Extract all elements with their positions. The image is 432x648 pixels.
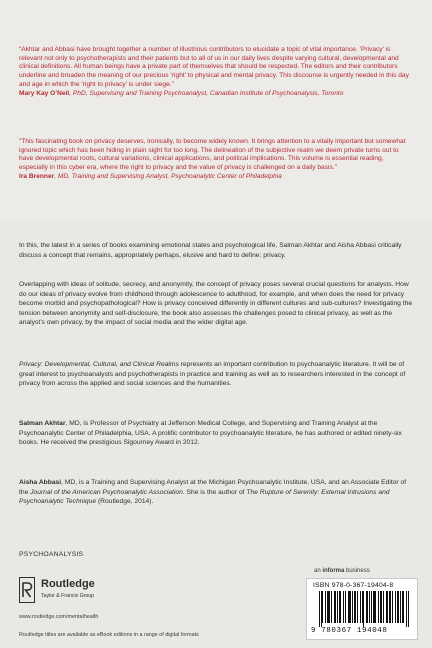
subject-category: PSYCHOANALYSIS (19, 551, 84, 558)
barcode-panel (306, 578, 418, 640)
publisher-url[interactable]: www.routledge.com/mentalhealth (19, 614, 99, 620)
tagline-text: business (344, 568, 370, 574)
barcode-bar (378, 591, 379, 623)
quote-attribution (19, 173, 413, 182)
barcode-bar (360, 591, 361, 623)
barcode-bar (392, 591, 393, 623)
barcode-bar (319, 591, 320, 627)
barcode-digits: 9 780367 194048 (311, 627, 388, 635)
bio-text: , MD, is Professor of Psychiatry at Jefferson Medical College, and Supervising and Training Analyst at the Psychoanalytic Center of Philadelphia, USA. A prolific contributor to psychoanalytic literature, he has authored or edited ninety-six books. He received the prestigious Sigourney Award in 2012. (19, 420, 402, 447)
quote-attribution (19, 90, 413, 99)
journal-title: Journal of the American Psychoanalytic Association (30, 488, 183, 496)
barcode-bar (328, 591, 329, 623)
barcode-bar (362, 591, 363, 623)
barcode-bar (340, 591, 341, 623)
tagline-text: an (314, 568, 323, 574)
barcode-bar (397, 591, 398, 623)
book-title: Privacy: Developmental, Cultural, and Clinical Realms (19, 361, 179, 368)
quote-author-title: , MD, Training and Supervising Analyst, Psychoanalytic Center of Philadelphia (54, 172, 282, 180)
barcode-bar (339, 591, 340, 623)
author-name: Aisha Abbasi (19, 479, 62, 486)
praise-panel (0, 0, 432, 220)
barcode-bar (367, 591, 368, 623)
barcode-bar (354, 591, 355, 623)
paragraph-text: Overlapping with ideas of solitude, secrecy, and anonymity, the concept of privacy poses several crucial questions for analysts. How do our ideas of privacy evolve from childhood through adolescence to adulthood, for example, and when does the need for privacy become morbid and psychopathological? How is privacy conceived differently in different cultures and sub-cultures? Investigating the tension between anonymity and self-disclosure, the book also assesses the challenges posed to clinical privacy, as well as the analyst’s own privacy, by the impact of social media and the wider digital age. (19, 281, 413, 327)
paragraph-text: represents an important contribution to psychoanalytic literature. It will be of great interest to psychoanalysts and psychotherapists in practice and training as well as to researchers interested in the concept of privacy from across the applied and social sciences and the humanities. (19, 361, 406, 388)
barcode-bar (325, 591, 326, 623)
barcode-bar (373, 591, 374, 623)
informa-tagline (314, 568, 370, 574)
barcode-bar (408, 591, 409, 627)
barcode-bar (371, 591, 372, 623)
ebook-notice: Routledge titles are available as eBook editions in a range of digital formats (19, 632, 199, 638)
barcode-bar (343, 591, 344, 623)
barcode-bar (390, 591, 391, 623)
barcode-bar (400, 591, 401, 623)
barcode-bar (389, 591, 390, 623)
barcode-graphic (319, 591, 409, 627)
barcode-bar (327, 591, 328, 623)
description-paragraph-1 (19, 241, 413, 260)
barcode-bar (403, 591, 404, 623)
barcode-bar (331, 591, 332, 623)
barcode-bar (369, 591, 370, 623)
quote-author-title: , PhD, Supervising and Training Psychoanalyst, Canadian Institute of Psychoanalysis, Toronto (69, 89, 344, 97)
barcode-bar (334, 591, 335, 623)
quote-author: Ira Brenner (19, 172, 55, 180)
barcode-bar (375, 591, 376, 623)
bio-text: , MD, is a Training and Supervising Analyst at the Michigan Psychoanalytic Institute, USA, and an Associate Editor of the (19, 479, 407, 496)
barcode-bar (386, 591, 387, 623)
barcode-bar (355, 591, 356, 623)
bio-text: (Routledge, 2014). (96, 498, 154, 506)
barcode-bar (348, 591, 349, 623)
barcode-bar (402, 591, 403, 623)
barcode-bar (363, 591, 364, 627)
author-bio-akhtar (19, 419, 413, 448)
barcode-bar (350, 591, 351, 623)
barcode-bar (366, 591, 367, 623)
routledge-r-icon (19, 577, 35, 603)
barcode-bar (406, 591, 407, 627)
publisher-group: Taylor & Francis Group (41, 593, 95, 599)
description-paragraph-3 (19, 360, 413, 389)
description-paragraph-2 (19, 280, 413, 328)
quote-text: “Akhtar and Abbasi have brought together a number of illustrious contributors to elucidate a topic of vital importance. ‘Privacy’ is relevant not only to psychotherapists and their patients but to all of us in our daily lives despite varying cultural, developmental and clinical definitions. All human beings have a private part of themselves that should be respected. The editors and their contributors underline and broaden the meaning of our precious ‘right’ to physical and mental privacy. This discourse is urgently needed in this day and age in which the ‘right to privacy’ is under siege.” (19, 46, 409, 88)
barcode-bar (345, 591, 346, 623)
barcode-bar (381, 591, 382, 623)
barcode-bar (357, 591, 358, 623)
informa-wordmark: informa (322, 568, 345, 574)
book-title: The Rupture of Serenity: External Intrusions and Psychoanalytic Technique (19, 488, 390, 506)
quote-text: “This fascinating book on privacy deserves, ironically, to become widely known. It brings attention to a vitally important but somewhat ignored topic which has been hiding in plain sight for too long. The delineation of the subjective realm we deem private turns out to have developmental roots, cultural variations, clinical applications, and political implications. This volume is essential reading, especially in this cyber era, where the right to privacy and the value of privacy is challenged on a daily basis.” (19, 138, 406, 172)
author-bio-abbasi (19, 478, 413, 507)
paragraph-text: In this, the latest in a series of books examining emotional states and psychological life, Salman Akhtar and Aisha Abbasi critically discuss a concept that remains, appropriately perhaps, elusive and hard to define: privacy. (19, 242, 402, 259)
bio-text: . She is the author of (182, 488, 247, 496)
barcode-bar (335, 591, 336, 623)
praise-quote-1 (19, 46, 413, 98)
barcode-bar (374, 591, 375, 623)
barcode-bar (395, 591, 396, 623)
barcode-bar (349, 591, 350, 623)
publisher-logo (19, 575, 139, 609)
barcode-bar (352, 591, 353, 623)
barcode-bar (337, 591, 338, 623)
barcode-bar (383, 591, 384, 623)
barcode-bar (398, 591, 399, 623)
barcode-bar (380, 591, 381, 623)
author-name: Salman Akhtar (19, 420, 66, 427)
barcode-bar (321, 591, 322, 627)
publisher-name: Routledge (41, 578, 95, 590)
quote-author: Mary Kay O’Neil (19, 89, 70, 97)
barcode-bar (387, 591, 388, 623)
praise-quote-2 (19, 138, 413, 182)
isbn-label: ISBN 978-0-367-19404-8 (313, 582, 394, 589)
barcode-bar (322, 591, 323, 623)
barcode-bar (329, 591, 330, 623)
